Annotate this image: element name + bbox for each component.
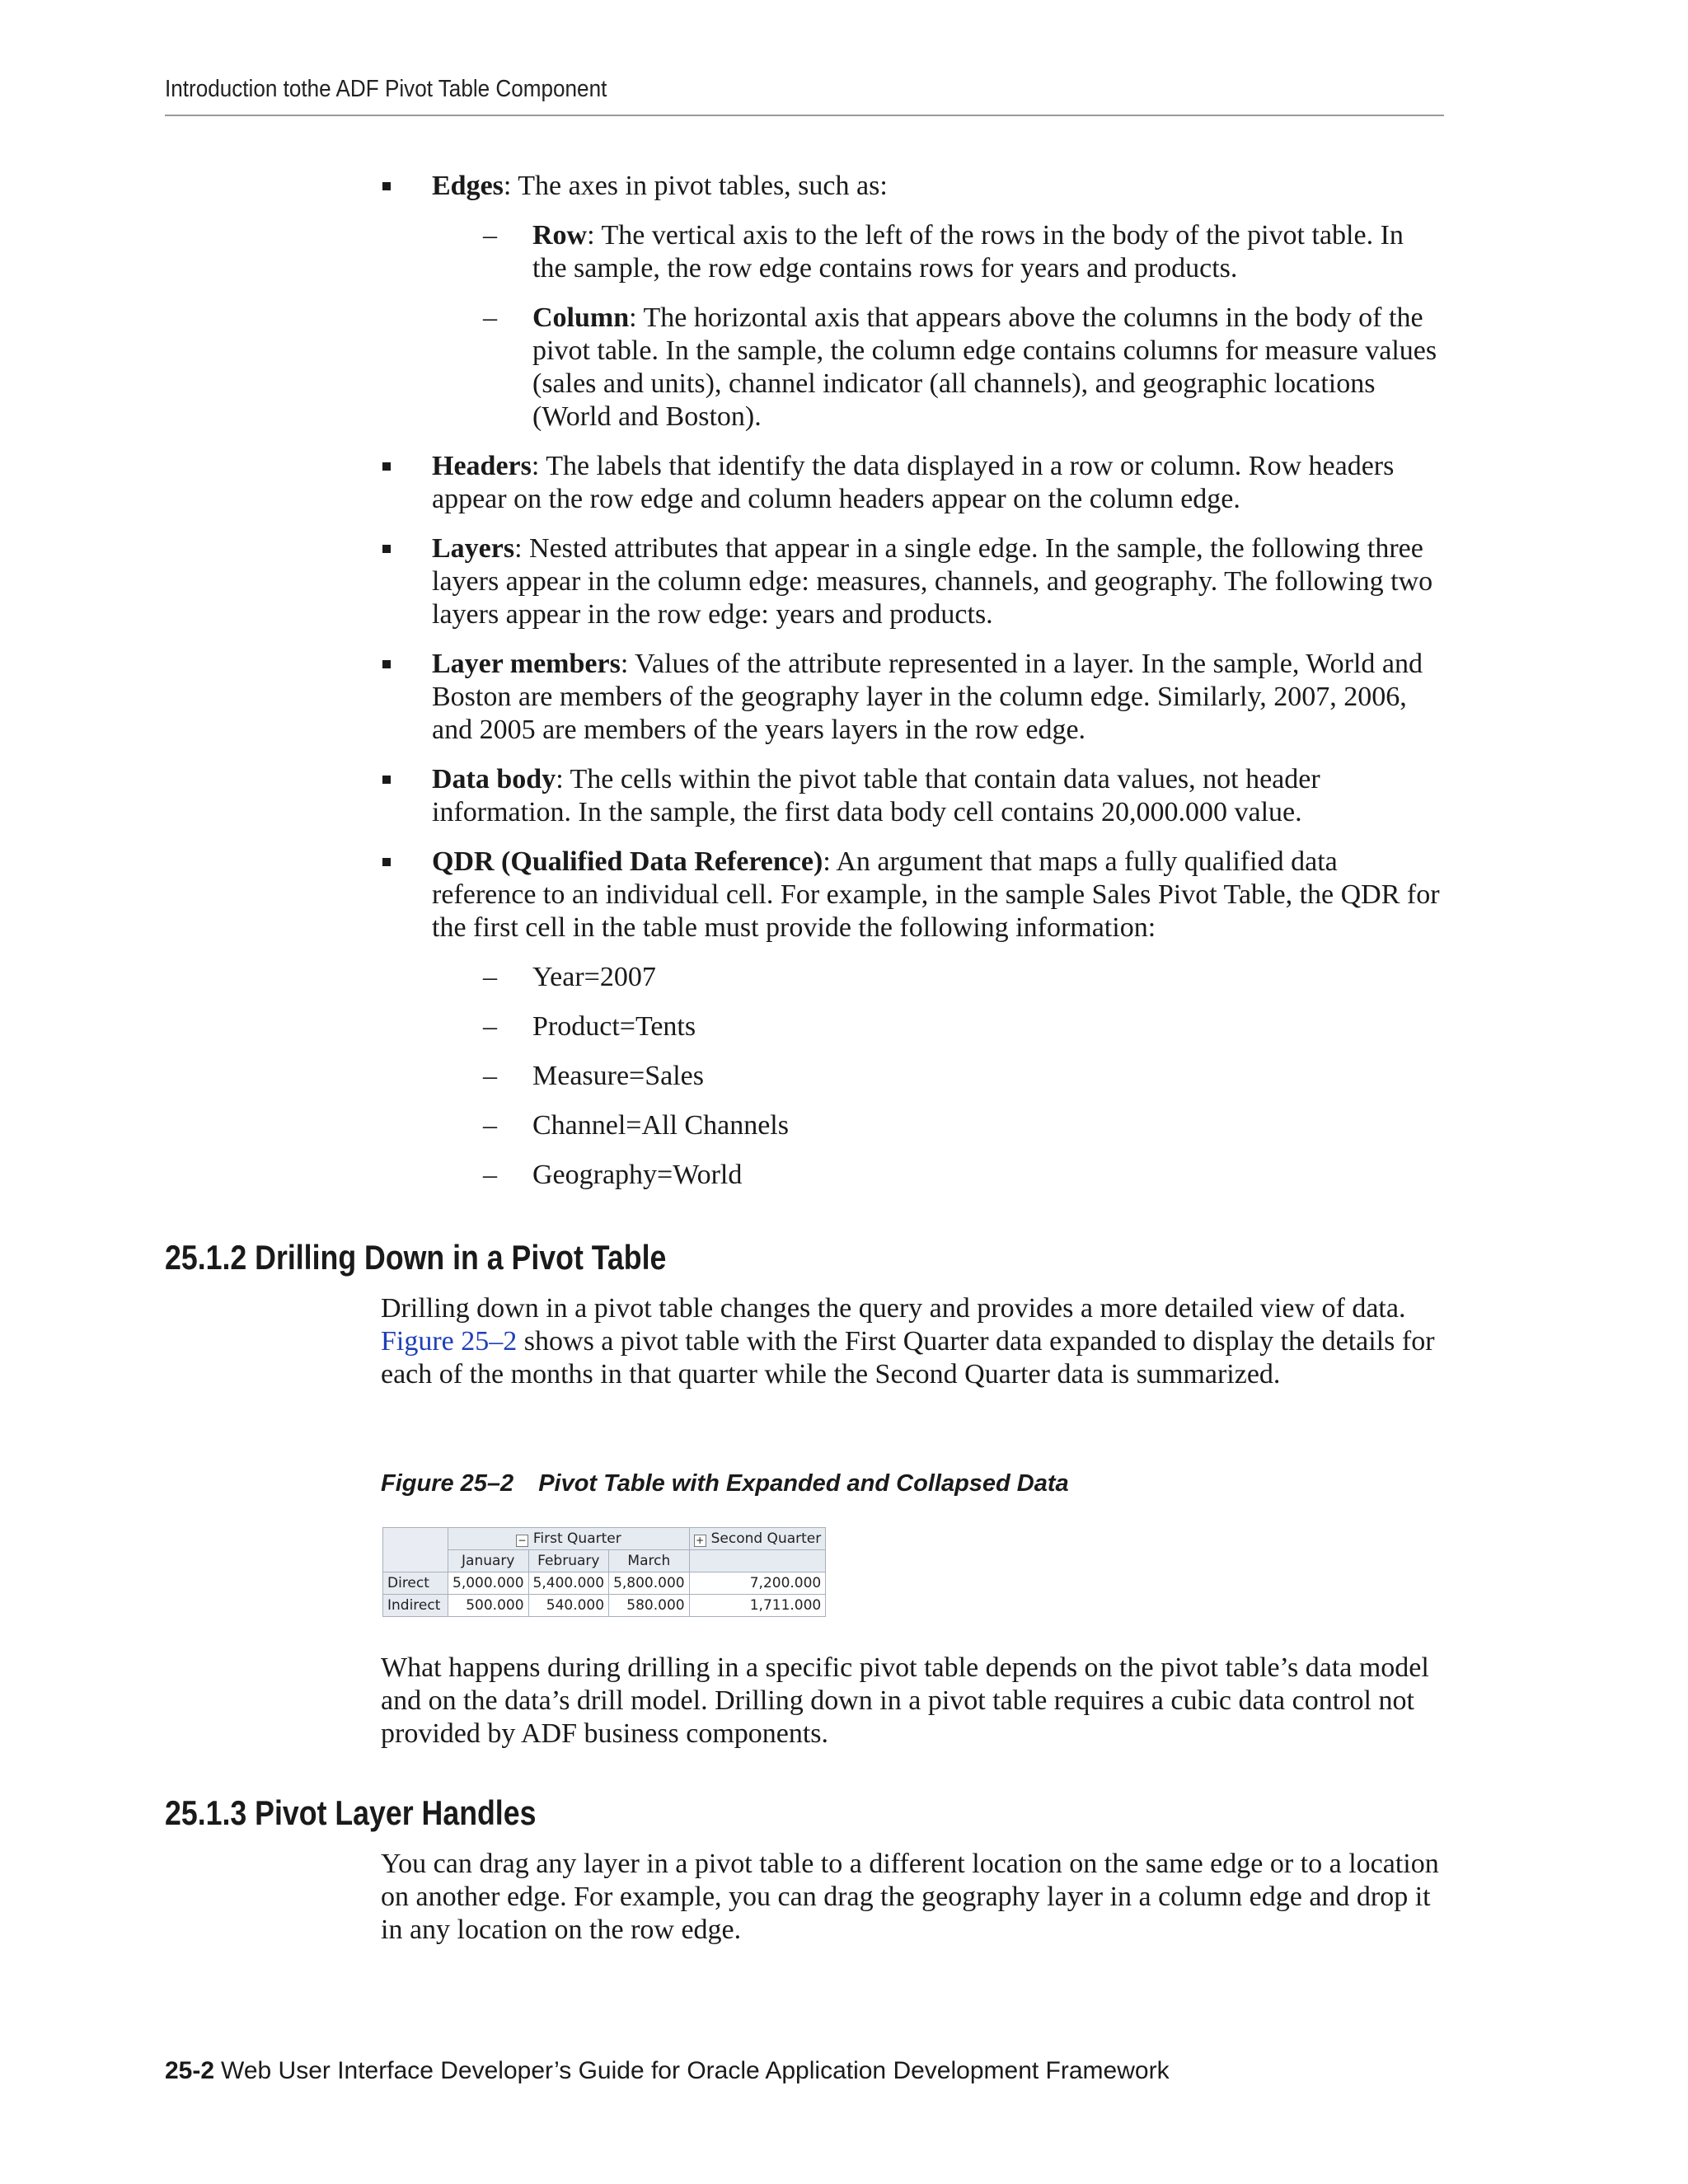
- q1-header: [448, 1528, 690, 1550]
- definition-text: : The cells within the pivot table that contain data values, not header information. In the sample, the first data body cell contains 20,000.000 value.: [432, 764, 1320, 827]
- qdr-item-text: Product=Tents: [532, 1011, 696, 1042]
- drilling-intro-paragraph: [381, 1292, 1444, 1391]
- dash-marker: –: [483, 962, 497, 992]
- bullet-qdr: [381, 846, 1444, 1192]
- dash-marker: –: [483, 1160, 497, 1190]
- qdr-item-text: Geography=World: [532, 1160, 743, 1190]
- term-column: Column: [532, 302, 630, 333]
- definition-text: : Nested attributes that appear in a single edge. In the sample, the following three layers appear in the column edge: measures, channels, and geography. The following two layers appear in the row edge: years and products.: [432, 533, 1433, 630]
- qdr-item: [483, 1159, 1444, 1192]
- pivot-table: [382, 1527, 826, 1617]
- bullet-layers: [381, 532, 1444, 631]
- data-cell: 7,200.000: [689, 1572, 826, 1595]
- data-cell: 5,400.000: [528, 1572, 609, 1595]
- definition-text: : An argument that maps a fully qualified data reference to an individual cell. For example, in the sample Sales Pivot Table, the QDR for the first cell in the table must provide the following information:: [432, 846, 1440, 943]
- definition-text: : Values of the attribute represented in a layer. In the sample, World and Boston are members of the geography layer in the column edge. Similarly, 2007, 2006, and 2005 are members of the years layers in the row edge.: [432, 649, 1423, 745]
- bullet-marker: [382, 776, 391, 784]
- definition-text: : The axes in pivot tables, such as:: [503, 171, 888, 201]
- sub-bullet-column: [483, 302, 1444, 434]
- page-footer: [165, 2057, 1170, 2085]
- data-cell: 5,800.000: [609, 1572, 690, 1595]
- definition-list: [381, 170, 1444, 1192]
- q2-header: [689, 1528, 826, 1550]
- qdr-item-text: Year=2007: [532, 962, 656, 992]
- bullet-marker: [382, 545, 391, 553]
- q1-label: First Quarter: [532, 1530, 621, 1547]
- term-row: Row: [532, 220, 588, 251]
- data-cell: 540.000: [528, 1595, 609, 1617]
- bullet-headers: [381, 450, 1444, 516]
- drilling-details-paragraph: What happens during drilling in a specific pivot table depends on the pivot table’s data model and on the data’s drill model. Drilling down in a pivot table requires a cubic data control not provided by ADF business components.: [381, 1652, 1429, 1749]
- month-header-february: February: [528, 1550, 609, 1572]
- section-heading-layer-handles: 25.1.3 Pivot Layer Handles: [165, 1793, 537, 1832]
- term-data-body: Data body: [432, 764, 556, 794]
- term-layer-members: Layer members: [432, 649, 621, 679]
- q2-subheader-empty: [689, 1550, 826, 1572]
- bullet-marker: [382, 858, 391, 866]
- pivot-row-direct: [383, 1572, 826, 1595]
- data-cell: 580.000: [609, 1595, 690, 1617]
- header-rule: [165, 115, 1444, 116]
- dash-marker: –: [483, 1061, 497, 1091]
- collapse-toggle-icon[interactable]: −: [516, 1535, 528, 1547]
- qdr-item-text: Channel=All Channels: [532, 1110, 789, 1141]
- bullet-marker: [382, 660, 391, 668]
- figure-title: Pivot Table with Expanded and Collapsed Data: [538, 1470, 1069, 1497]
- bullet-data-body: [381, 763, 1444, 829]
- pivot-row-indirect: [383, 1595, 826, 1617]
- paragraph-text: Drilling down in a pivot table changes the query and provides a more detailed view of data.: [381, 1293, 1406, 1324]
- term-edges: Edges: [432, 171, 504, 201]
- figure-label: Figure 25–2: [381, 1470, 514, 1497]
- qdr-item: [483, 1010, 1444, 1043]
- q2-label: Second Quarter: [710, 1530, 822, 1547]
- bullet-marker: [382, 462, 391, 471]
- bullet-marker: [382, 182, 391, 190]
- qdr-item-text: Measure=Sales: [532, 1061, 705, 1091]
- dash-marker: –: [483, 220, 497, 251]
- term-qdr: QDR (Qualified Data Reference): [432, 846, 823, 877]
- book-title: Web User Interface Developer’s Guide for Oracle Application Development Framework: [221, 2057, 1170, 2084]
- running-header: Introduction tothe ADF Pivot Table Component: [165, 76, 607, 102]
- pivot-corner-cell: [383, 1528, 448, 1572]
- qdr-item: [483, 1109, 1444, 1142]
- expand-toggle-icon[interactable]: +: [694, 1535, 706, 1547]
- data-cell: 500.000: [448, 1595, 529, 1617]
- term-layers: Layers: [432, 533, 515, 564]
- definition-text: : The labels that identify the data displayed in a row or column. Row headers appear on the row edge and column headers appear on the column edge.: [432, 451, 1395, 514]
- data-cell: 5,000.000: [448, 1572, 529, 1595]
- figure-caption: [381, 1470, 1069, 1497]
- definition-text: : The vertical axis to the left of the rows in the body of the pivot table. In the sample, the row edge contains rows for years and products.: [532, 220, 1404, 284]
- dash-marker: –: [483, 1110, 497, 1141]
- qdr-item: [483, 1060, 1444, 1093]
- month-header-january: January: [448, 1550, 529, 1572]
- paragraph-text: shows a pivot table with the First Quarter data expanded to display the details for each of the months in that quarter while the Second Quarter data is summarized.: [381, 1326, 1435, 1390]
- month-header-march: March: [609, 1550, 690, 1572]
- figure-link[interactable]: Figure 25–2: [381, 1326, 518, 1357]
- section-heading-drilling-down: 25.1.2 Drilling Down in a Pivot Table: [165, 1238, 667, 1277]
- bullet-layer-members: [381, 648, 1444, 747]
- sub-bullet-row: [483, 219, 1444, 285]
- qdr-item: [483, 961, 1444, 994]
- row-header-indirect: Indirect: [383, 1595, 448, 1617]
- dash-marker: –: [483, 1011, 497, 1042]
- layer-handles-paragraph: You can drag any layer in a pivot table to a different location on the same edge or to a location on another edge. For example, you can drag the geography layer in a column edge and drop it in any location on the row edge.: [381, 1849, 1439, 1945]
- pivot-header-row-quarters: [383, 1528, 826, 1550]
- data-cell: 1,711.000: [689, 1595, 826, 1617]
- page-number: 25-2: [165, 2057, 215, 2084]
- row-header-direct: Direct: [383, 1572, 448, 1595]
- term-headers: Headers: [432, 451, 532, 481]
- dash-marker: –: [483, 302, 497, 333]
- pivot-header-row-months: [383, 1550, 826, 1572]
- definition-text: : The horizontal axis that appears above the columns in the body of the pivot table. In the sample, the column edge contains columns for measure values (sales and units), channel indicator (all channels), and geographic locations (World and Boston).: [532, 302, 1437, 432]
- bullet-edges: [381, 170, 1444, 434]
